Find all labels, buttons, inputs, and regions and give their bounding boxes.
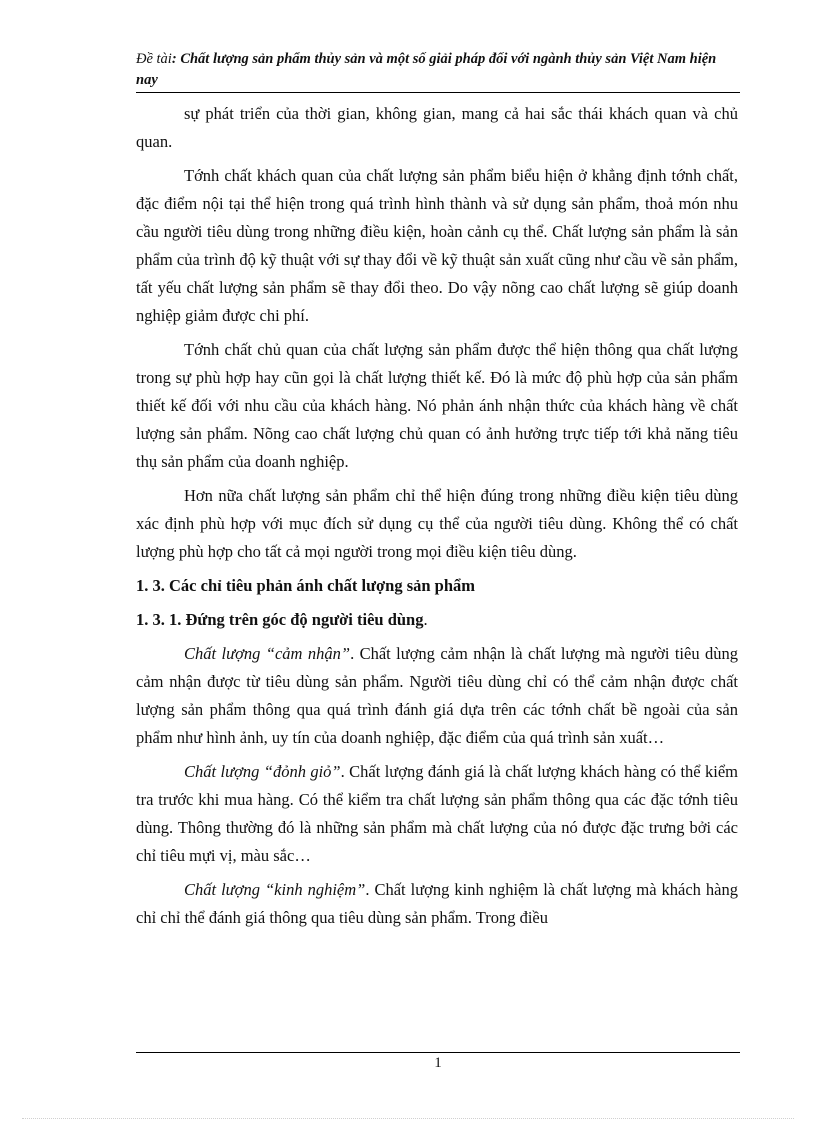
page-edge-divider (22, 1118, 794, 1119)
subsection-heading-period: . (423, 610, 428, 629)
header-colon: : (171, 51, 181, 67)
paragraph-subjective-nature: Tớnh chất chủ quan của chất lượng sản phẩm được thể hiện thông qua chất lượng trong sự phù hợp hay cũn gọi là chất lượng thiết kế. Đó là mức độ phù hợp của sản phẩm thiết kế đối với nhu cầu của khách hàng. Nó phản ánh nhận thức của khách hàng về chất lượng sản phẩm. Nõng cao chất lượng chủ quan có ảnh hưởng trực tiếp tới khả năng tiêu thụ sản phẩm của doanh nghiệp. (136, 340, 738, 471)
paragraph-experience-quality (136, 876, 738, 932)
header-rule (136, 92, 740, 93)
paragraph-continued: sự phát triển của thời gian, không gian, mang cả hai sắc thái khách quan và chủ quan. (136, 104, 738, 151)
text-experience-quality: . Chất lượng kinh nghiệm là chất lượng mà khách hàng chỉ chỉ thể đánh giá thông qua tiêu dùng sản phẩm. Trong điều (136, 880, 738, 927)
text-perceived-quality: . Chất lượng cảm nhận là chất lượng mà người tiêu dùng cảm nhận được từ tiêu dùng sản phẩm. Người tiêu dùng chỉ có thể cảm nhận được chất lượng sản phẩm thông qua quá trình đánh giá dựa trên các tớnh chất bề ngoài của sản phẩm như hình ảnh, uy tín của doanh nghiệp, đặc điểm của quá trình sản xuất… (136, 644, 738, 747)
header-lead: Đề tài (136, 51, 172, 67)
term-evaluated-quality: Chất lượng “đỏnh giỏ” (184, 762, 341, 781)
page-number: 1 (434, 1055, 442, 1071)
term-perceived-quality: Chất lượng “cảm nhận” (184, 644, 351, 663)
footer-rule (136, 1052, 740, 1053)
subsection-heading (136, 606, 738, 634)
document-body (136, 100, 738, 938)
paragraph-objective-nature: Tớnh chất khách quan của chất lượng sản phẩm biểu hiện ở khẳng định tớnh chất, đặc điểm nội tại thể hiện trong quá trình hình thành và sử dụng sản phẩm, thoả món nhu cầu người tiêu dùng trong những điều kiện, hoàn cảnh cụ thể. Chất lượng sản phẩm là sản phẩm của trình độ kỹ thuật với sự thay đổi về kỹ thuật sản xuất cũng như cầu về sản phẩm, tất yếu chất lượng sản phẩm sẽ thay đổi theo. Do vậy nõng cao chất lượng sẽ giúp doanh nghiệp giảm được chi phí. (136, 166, 738, 325)
term-experience-quality: Chất lượng “kinh nghiệm” (184, 880, 366, 899)
page-header (136, 49, 740, 91)
paragraph-perceived-quality (136, 640, 738, 752)
text-evaluated-quality: . Chất lượng đánh giá là chất lượng khách hàng có thể kiểm tra trước khi mua hàng. Có thể kiểm tra chất lượng sản phẩm thông qua các đặc tớnh tiêu dùng. Thông thường đó là những sản phẩm mà chất lượng của nó được đặc trưng bởi các chỉ tiêu mựi vị, màu sắc… (136, 762, 739, 865)
header-title: Chất lượng sản phẩm thủy sản và một số giải pháp đối với ngành thủy sản Việt Nam hiện nay (136, 51, 717, 88)
paragraph-evaluated-quality (136, 758, 738, 870)
subsection-heading-text: 1. 3. 1. Đứng trên góc độ người tiêu dùng (136, 610, 424, 629)
paragraph-consumption-conditions: Hơn nữa chất lượng sản phẩm chỉ thể hiện đúng trong những điều kiện tiêu dùng xác định phù hợp với mục đích sử dụng cụ thể của người tiêu dùng. Không thể có chất lượng phù hợp cho tất cả mọi người trong mọi điều kiện tiêu dùng. (136, 486, 738, 561)
section-heading: 1. 3. Các chỉ tiêu phản ánh chất lượng sản phẩm (136, 576, 476, 595)
